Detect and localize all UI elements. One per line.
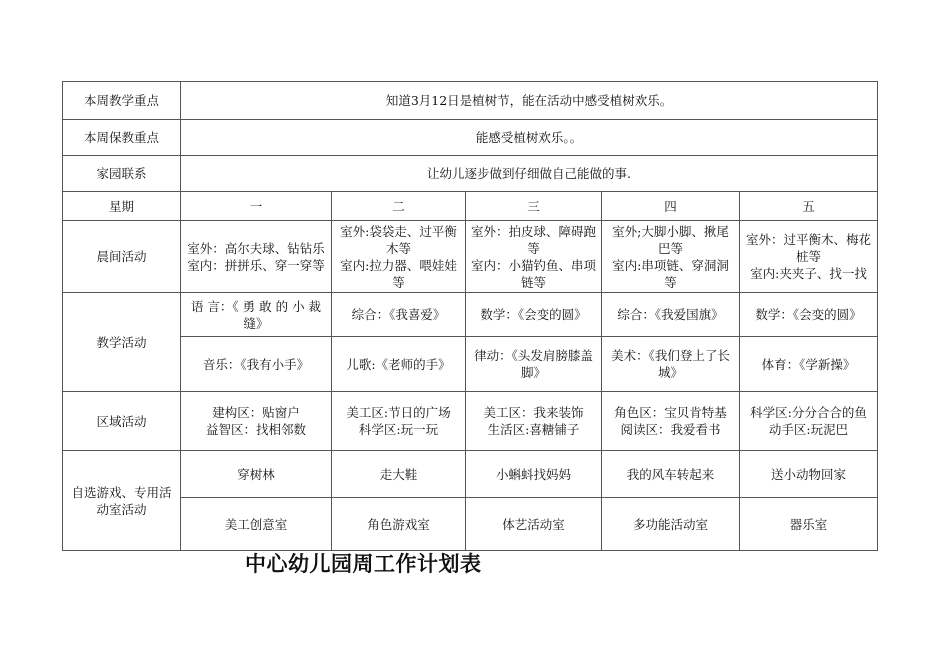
area-line: 生活区:喜糖铺子 [487, 422, 580, 437]
teaching-cell: 综合：《我爱国旗》 [602, 293, 740, 337]
home-contact-value: 让幼儿逐步做到仔细做自己能做的事. [181, 156, 878, 192]
morning-outdoor: 室外:袋袋走、过平衡木等 [340, 223, 457, 256]
table-row [63, 82, 878, 120]
morning-outdoor: 室外：拍皮球、障碍跑等 [471, 223, 597, 256]
area-line: 动手区:玩泥巴 [768, 422, 849, 437]
morning-outdoor: 室外：高尔夫球、钻钻乐 [187, 240, 325, 256]
area-line: 美工区：我来装饰 [483, 405, 584, 420]
row-label-teaching: 教学活动 [63, 293, 181, 392]
area-line: 美工区:节日的广场 [346, 405, 451, 420]
morning-outdoor: 室外：过平衡木、梅花桩等 [746, 232, 872, 264]
area-line: 建构区：贴窗户 [212, 405, 300, 420]
game-cell: 走大鞋 [332, 451, 466, 498]
morning-indoor: 室内：小猫钓鱼、串项链等 [471, 257, 597, 290]
game-cell: 送小动物回家 [740, 451, 878, 498]
area-cell [602, 392, 740, 451]
room-cell: 器乐室 [740, 498, 878, 551]
weekly-plan-table [62, 81, 878, 551]
morning-cell [332, 221, 466, 293]
row-label-area: 区域活动 [63, 392, 181, 451]
morning-indoor: 室内:夹夹子、找一找 [750, 266, 867, 281]
table-row [63, 293, 878, 337]
morning-cell [181, 221, 332, 293]
game-cell: 我的风车转起来 [602, 451, 740, 498]
morning-cell [466, 221, 602, 293]
morning-indoor: 室内:串项链、穿洞洞等 [612, 257, 729, 290]
table-row [63, 392, 878, 451]
room-cell: 美工创意室 [181, 498, 332, 551]
morning-cell [740, 221, 878, 293]
game-cell: 穿树林 [181, 451, 332, 498]
row-label-care-focus: 本周保教重点 [63, 120, 181, 156]
table-row [63, 192, 878, 221]
row-label-home-contact: 家园联系 [63, 156, 181, 192]
morning-outdoor: 室外;大脚小脚、揪尾巴等 [612, 223, 729, 256]
weekday-1: 一 [181, 192, 332, 221]
teaching-focus-value: 知道3月12日是植树节，能在活动中感受植树欢乐。 [181, 82, 878, 120]
teaching-cell: 律动：《头发肩膀膝盖脚》 [466, 337, 602, 392]
weekday-2: 二 [332, 192, 466, 221]
teaching-cell: 音乐：《我有小手》 [181, 337, 332, 392]
care-focus-value: 能感受植树欢乐。。 [181, 120, 878, 156]
row-label-morning: 晨间活动 [63, 221, 181, 293]
weekday-3: 三 [466, 192, 602, 221]
table-row [63, 221, 878, 293]
teaching-cell: 美术：《我们登上了长城》 [602, 337, 740, 392]
area-cell [332, 392, 466, 451]
teaching-cell: 数学：《会变的圆》 [466, 293, 602, 337]
room-cell: 体艺活动室 [466, 498, 602, 551]
area-cell [181, 392, 332, 451]
area-line: 科学区:玩一玩 [358, 422, 439, 437]
morning-indoor: 室内:拉力器、喂娃娃等 [340, 257, 457, 290]
teaching-cell: 儿歌:《老师的手》 [332, 337, 466, 392]
weekday-5: 五 [740, 192, 878, 221]
room-cell: 多功能活动室 [602, 498, 740, 551]
morning-indoor: 室内：拼拼乐、穿一穿等 [187, 257, 325, 273]
teaching-cell: 数学：《会变的圆》 [740, 293, 878, 337]
table-row [63, 156, 878, 192]
teaching-cell: 体育：《学新操》 [740, 337, 878, 392]
table-row [63, 451, 878, 498]
area-line: 益智区：找相邻数 [205, 422, 306, 437]
area-cell [466, 392, 602, 451]
teaching-cell: 综合：《我喜爱》 [332, 293, 466, 337]
table-row [63, 337, 878, 392]
row-label-games: 自选游戏、专用活动室活动 [63, 451, 181, 551]
weekday-4: 四 [602, 192, 740, 221]
area-line: 科学区:分分合合的鱼 [750, 405, 867, 420]
area-cell [740, 392, 878, 451]
room-cell: 角色游戏室 [332, 498, 466, 551]
table-row [63, 498, 878, 551]
game-cell: 小蝌蚪找妈妈 [466, 451, 602, 498]
teaching-cell: 语 言：《 勇 敢 的 小 裁缝》 [181, 293, 332, 337]
area-line: 角色区：宝贝肯特基 [614, 405, 727, 420]
area-line: 阅读区：我爱看书 [620, 422, 721, 437]
row-label-weekday: 星期 [63, 192, 181, 221]
morning-cell [602, 221, 740, 293]
page-title: 中心幼儿园周工作计划表 [245, 552, 482, 576]
row-label-teaching-focus: 本周教学重点 [63, 82, 181, 120]
table-row [63, 120, 878, 156]
